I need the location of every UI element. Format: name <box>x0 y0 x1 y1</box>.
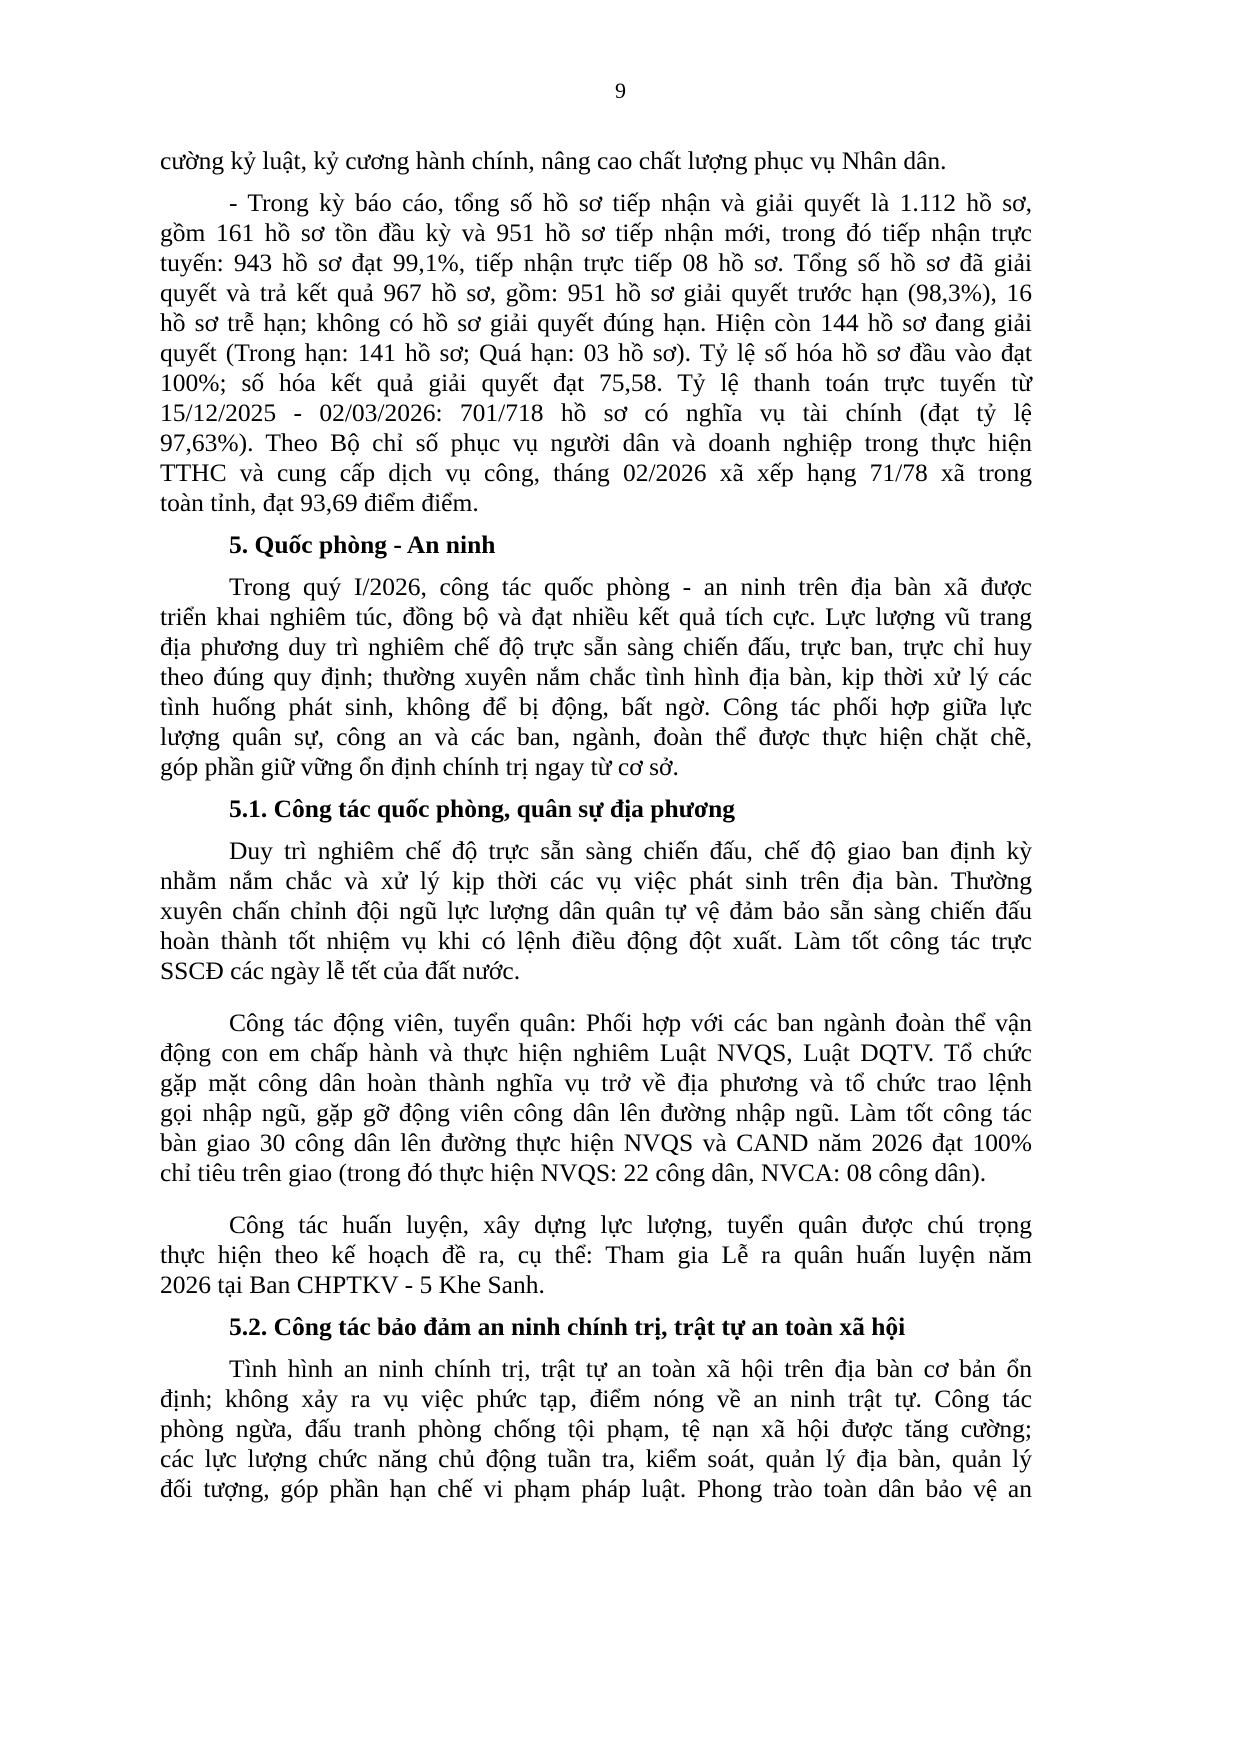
paragraph-line: toàn tỉnh, đạt 93,69 điểm điểm. <box>160 488 479 517</box>
paragraph-line: SSCĐ các ngày lễ tết của đất nước. <box>160 956 521 985</box>
paragraph-line: 2026 tại Ban CHPTKV - 5 Khe Sanh. <box>160 1270 545 1299</box>
paragraph-line: đối tượng, góp phần hạn chế vi phạm pháp luật. Phong trào toàn dân bảo vệ an <box>160 1474 1032 1503</box>
paragraph-line: Duy trì nghiêm chế độ trực sẵn sàng chiến đấu, chế độ giao ban định kỳ <box>229 836 1032 865</box>
paragraph-line: gọi nhập ngũ, gặp gỡ động viên công dân lên đường nhập ngũ. Làm tốt công tác <box>160 1098 1032 1127</box>
paragraph-line: cường kỷ luật, kỷ cương hành chính, nâng cao chất lượng phục vụ Nhân dân. <box>160 146 947 175</box>
paragraph-line: lượng quân sự, công an và các ban, ngành, đoàn thể được thực hiện chặt chẽ, <box>160 722 1032 751</box>
section-heading-5-2: 5.2. Công tác bảo đảm an ninh chính trị, trật tự an toàn xã hội <box>229 1312 906 1341</box>
paragraph-line: phòng ngừa, đấu tranh phòng chống tội phạm, tệ nạn xã hội được tăng cường; <box>160 1414 1032 1443</box>
paragraph-line: gặp mặt công dân hoàn thành nghĩa vụ trở về địa phương và tổ chức trao lệnh <box>160 1068 1032 1097</box>
paragraph-line: 15/12/2025 - 02/03/2026: 701/718 hồ sơ có nghĩa vụ tài chính (đạt tỷ lệ <box>160 398 1032 427</box>
paragraph-line: quyết và trả kết quả 967 hồ sơ, gồm: 951 hồ sơ giải quyết trước hạn (98,3%), 16 <box>160 278 1032 307</box>
paragraph-line: xuyên chấn chỉnh đội ngũ lực lượng dân quân tự vệ đảm bảo sẵn sàng chiến đấu <box>160 896 1032 925</box>
paragraph-line: Công tác động viên, tuyển quân: Phối hợp với các ban ngành đoàn thể vận <box>229 1008 1032 1037</box>
paragraph-line: bàn giao 30 công dân lên đường thực hiện NVQS và CAND năm 2026 đạt 100% <box>160 1128 1032 1157</box>
paragraph-line: 100%; số hóa kết quả giải quyết đạt 75,58. Tỷ lệ thanh toán trực tuyến từ <box>160 368 1032 397</box>
paragraph-line: tuyến: 943 hồ sơ đạt 99,1%, tiếp nhận trực tiếp 08 hồ sơ. Tổng số hồ sơ đã giải <box>160 248 1032 277</box>
section-heading-5: 5. Quốc phòng - An ninh <box>229 530 496 559</box>
paragraph-line: nhằm nắm chắc và xử lý kịp thời các vụ việc phát sinh trên địa bàn. Thường <box>160 866 1032 895</box>
paragraph-line: góp phần giữ vững ổn định chính trị ngay từ cơ sở. <box>160 752 679 781</box>
paragraph-line: triển khai nghiêm túc, đồng bộ và đạt nhiều kết quả tích cực. Lực lượng vũ trang <box>160 602 1032 631</box>
paragraph-line: Công tác huấn luyện, xây dựng lực lượng, tuyển quân được chú trọng <box>229 1210 1032 1239</box>
paragraph-line: hoàn thành tốt nhiệm vụ khi có lệnh điều động đột xuất. Làm tốt công tác trực <box>160 926 1032 955</box>
page-number: 9 <box>615 78 626 103</box>
paragraph-line: 97,63%). Theo Bộ chỉ số phục vụ người dân và doanh nghiệp trong thực hiện <box>160 428 1032 457</box>
paragraph-line: địa phương duy trì nghiêm chế độ trực sẵn sàng chiến đấu, trực ban, trực chỉ huy <box>160 632 1032 661</box>
paragraph-line: - Trong kỳ báo cáo, tổng số hồ sơ tiếp nhận và giải quyết là 1.112 hồ sơ, <box>229 188 1032 217</box>
paragraph-line: các lực lượng chức năng chủ động tuần tra, kiểm soát, quản lý địa bàn, quản lý <box>160 1444 1032 1473</box>
paragraph-line: thực hiện theo kế hoạch đề ra, cụ thể: Tham gia Lễ ra quân huấn luyện năm <box>160 1240 1032 1269</box>
paragraph-line: động con em chấp hành và thực hiện nghiêm Luật NVQS, Luật DQTV. Tổ chức <box>160 1038 1032 1067</box>
paragraph-line: định; không xảy ra vụ việc phức tạp, điểm nóng về an ninh trật tự. Công tác <box>160 1384 1032 1413</box>
paragraph-line: quyết (Trong hạn: 141 hồ sơ; Quá hạn: 03 hồ sơ). Tỷ lệ số hóa hồ sơ đầu vào đạt <box>160 338 1032 367</box>
paragraph-line: Tình hình an ninh chính trị, trật tự an toàn xã hội trên địa bàn cơ bản ổn <box>229 1354 1032 1383</box>
paragraph-line: Trong quý I/2026, công tác quốc phòng - an ninh trên địa bàn xã được <box>229 572 1032 601</box>
paragraph-line: theo đúng quy định; thường xuyên nắm chắc tình hình địa bàn, kịp thời xử lý các <box>160 662 1032 691</box>
paragraph-line: TTHC và cung cấp dịch vụ công, tháng 02/2026 xã xếp hạng 71/78 xã trong <box>160 458 1032 487</box>
paragraph-line: hồ sơ trễ hạn; không có hồ sơ giải quyết đúng hạn. Hiện còn 144 hồ sơ đang giải <box>160 308 1032 337</box>
paragraph-line: gồm 161 hồ sơ tồn đầu kỳ và 951 hồ sơ tiếp nhận mới, trong đó tiếp nhận trực <box>160 218 1032 247</box>
paragraph-line: tình huống phát sinh, không để bị động, bất ngờ. Công tác phối hợp giữa lực <box>160 692 1032 721</box>
section-heading-5-1: 5.1. Công tác quốc phòng, quân sự địa phương <box>229 794 736 823</box>
paragraph-line: chỉ tiêu trên giao (trong đó thực hiện NVQS: 22 công dân, NVCA: 08 công dân). <box>160 1158 987 1187</box>
